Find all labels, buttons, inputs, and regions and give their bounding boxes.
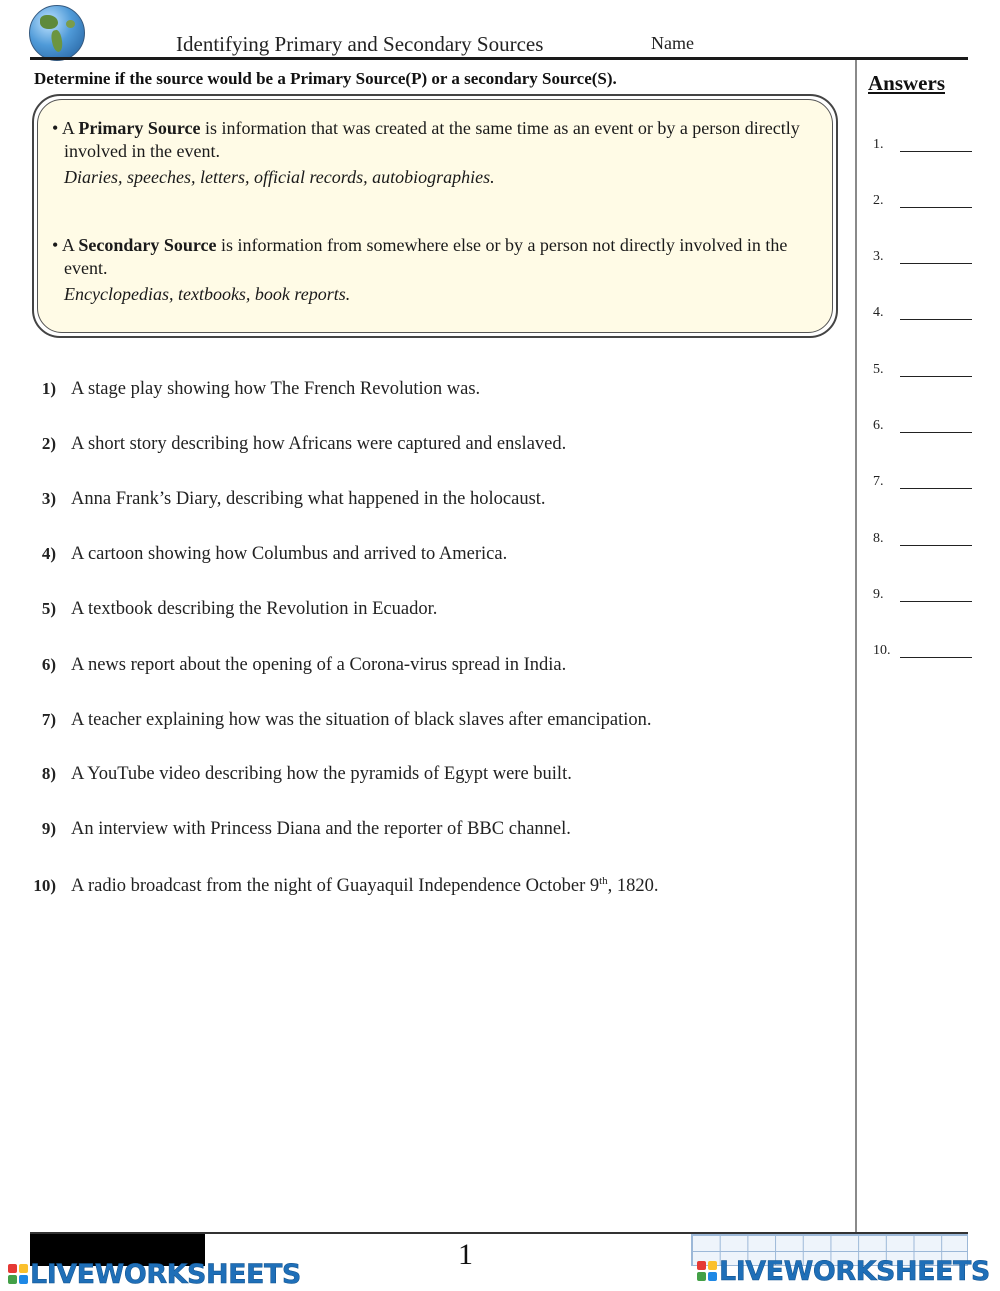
liveworksheets-logo — [697, 1256, 990, 1286]
answer-number: 1. — [873, 137, 884, 152]
question-text: An interview with Princess Diana and the reporter of BBC channel. — [71, 819, 571, 839]
question-text: A radio broadcast from the night of Guayaquil Independence October 9 — [71, 876, 600, 897]
answer-blank[interactable] — [900, 545, 972, 546]
question-number: 4) — [41, 544, 56, 563]
answer-row-5[interactable] — [873, 362, 973, 382]
question-text: A textbook describing the Revolution in Ecuador. — [71, 599, 438, 619]
logo-blocks-icon — [697, 1261, 717, 1281]
bullet: • — [52, 118, 59, 138]
answer-row-8[interactable] — [873, 531, 973, 551]
instructions: Determine if the source would be a Primary Source(P) or a secondary Source(S). — [34, 69, 617, 88]
page-number: 1 — [458, 1238, 473, 1271]
primary-source-text: is information that was created at the same time as an event or by a person directly involved in the event. — [64, 118, 800, 161]
question-text: Anna Frank’s Diary, describing what happened in the holocaust. — [71, 489, 546, 509]
question-2 — [30, 434, 566, 455]
question-text: A news report about the opening of a Corona-virus spread in India. — [71, 655, 567, 675]
answer-number: 8. — [873, 531, 884, 546]
question-text: A stage play showing how The French Revolution was. — [71, 379, 481, 399]
answer-row-3[interactable] — [873, 249, 973, 269]
question-text: A cartoon showing how Columbus and arrived to America. — [71, 544, 508, 564]
answer-number: 4. — [873, 305, 884, 320]
secondary-source-term: Secondary Source — [78, 235, 217, 255]
question-text: A short story describing how Africans were captured and enslaved. — [71, 434, 567, 454]
column-divider — [855, 60, 857, 1233]
liveworksheets-logo — [8, 1259, 301, 1289]
answer-number: 6. — [873, 418, 884, 433]
logo-blocks-icon — [8, 1264, 28, 1284]
header-rule — [30, 57, 968, 60]
answer-row-7[interactable] — [873, 474, 973, 494]
question-number: 2) — [41, 434, 56, 453]
question-number: 8) — [41, 764, 56, 783]
answer-row-1[interactable] — [873, 137, 973, 157]
answer-blank[interactable] — [900, 263, 972, 264]
question-8 — [30, 764, 572, 785]
answer-row-9[interactable] — [873, 587, 973, 607]
answers-title: Answers — [868, 71, 945, 95]
answer-row-10[interactable] — [873, 643, 973, 663]
primary-source-examples: Diaries, speeches, letters, official records, autobiographies. — [64, 167, 495, 187]
globe-icon — [29, 5, 85, 61]
answer-blank[interactable] — [900, 319, 972, 320]
answer-number: 3. — [873, 249, 884, 264]
answer-blank[interactable] — [900, 601, 972, 602]
question-number: 7) — [41, 710, 56, 729]
answer-blank[interactable] — [900, 376, 972, 377]
question-10 — [30, 875, 659, 897]
secondary-source-definition — [52, 234, 812, 306]
answer-blank[interactable] — [900, 207, 972, 208]
answer-row-4[interactable] — [873, 305, 973, 325]
question-number: 10) — [33, 876, 56, 896]
question-number: 9) — [41, 819, 56, 838]
answer-number: 5. — [873, 362, 884, 377]
question-text: A YouTube video describing how the pyramids of Egypt were built. — [71, 764, 572, 784]
answer-number: 10. — [873, 643, 891, 658]
answer-number: 7. — [873, 474, 884, 489]
answer-blank[interactable] — [900, 657, 972, 658]
question-text-end: , 1820. — [607, 876, 659, 897]
logo-text: LIVEWORKSHEETS — [30, 1258, 301, 1290]
answer-number: 2. — [873, 193, 884, 208]
definition-lead: A — [61, 118, 74, 138]
answer-number: 9. — [873, 587, 884, 602]
ordinal-suffix: th — [599, 875, 608, 887]
question-text: A teacher explaining how was the situation of black slaves after emancipation. — [71, 710, 652, 730]
definition-box — [32, 94, 838, 338]
bullet: • — [52, 235, 59, 255]
question-number: 3) — [41, 489, 56, 508]
question-5 — [30, 599, 437, 620]
answer-blank[interactable] — [900, 488, 972, 489]
question-9 — [30, 819, 571, 840]
question-7 — [30, 710, 652, 731]
question-1 — [30, 379, 480, 400]
answer-blank[interactable] — [900, 432, 972, 433]
question-6 — [30, 655, 566, 676]
question-3 — [30, 489, 546, 510]
question-number: 1) — [41, 379, 56, 398]
question-number: 5) — [41, 599, 56, 618]
answer-blank[interactable] — [900, 151, 972, 152]
primary-source-definition — [52, 117, 812, 189]
question-number: 6) — [41, 655, 56, 674]
name-label: Name — [651, 33, 694, 53]
answer-row-2[interactable] — [873, 193, 973, 213]
logo-text: LIVEWORKSHEETS — [719, 1255, 990, 1287]
primary-source-term: Primary Source — [78, 118, 201, 138]
answer-row-6[interactable] — [873, 418, 973, 438]
worksheet-title: Identifying Primary and Secondary Sources — [176, 32, 544, 56]
secondary-source-text: is information from somewhere else or by a person not directly involved in the event. — [64, 235, 788, 278]
secondary-source-examples: Encyclopedias, textbooks, book reports. — [64, 284, 351, 304]
question-4 — [30, 544, 507, 565]
definition-lead: A — [61, 235, 74, 255]
